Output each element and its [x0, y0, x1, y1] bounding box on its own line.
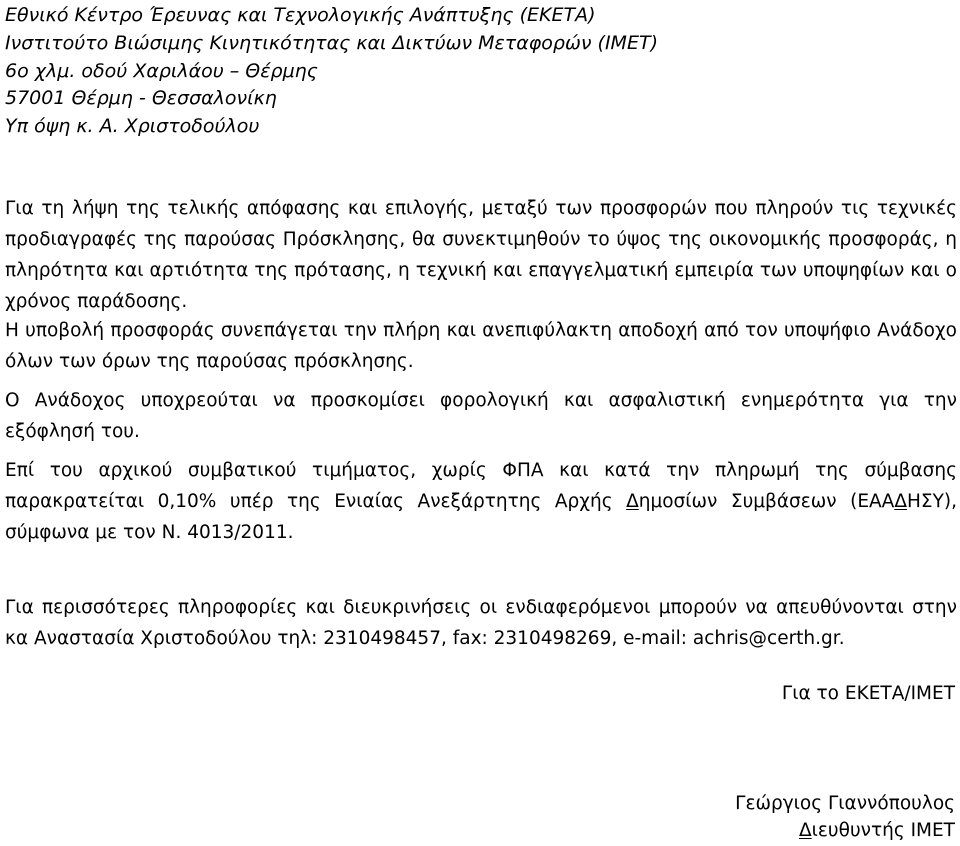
paragraph-acceptance-terms: Η υποβολή προσφοράς συνεπάγεται την πλήρη και ανεπιφύλακτη αποδοχή από τον υποψήφιο Ανάδοχο όλων των όρων της παρούσας πρόσκλησης. [5, 320, 957, 372]
recipient-address-block [5, 2, 658, 141]
address-line-institute: Ινστιτούτο Βιώσιμης Κινητικότητας και Δικτύων Μεταφορών (ΙΜΕΤ) [5, 31, 658, 54]
paragraph-contractor-obligations: Ο Ανάδοχος υποχρεούται να προσκομίσει φορολογική και ασφαλιστική ενημερότητα για την εξόφλησή του. [5, 390, 957, 442]
withholding-text-start: Επί του αρχικού συμβατικού τιμήματος, χωρίς ΦΠΑ και κατά την πληρωμή της σύμβασης παρακρατείται 0,10% υπέρ της Ενιαίας Ανεξάρτητης Αρχής [5, 460, 957, 512]
address-line-street: 6ο χλμ. οδού Χαριλάου – Θέρμης [5, 59, 318, 82]
paragraph-evaluation-criteria: Για τη λήψη της τελικής απόφασης και επιλογής, μεταξύ των προσφορών που πληρούν τις τεχνικές προδιαγραφές της παρούσας Πρόσκλησης, θα συνεκτιμηθούν το ύψος της οικονομικής προσφοράς, η πληρότητα και αρτιότητα της πρότασης, η τεχνική και επαγγελματική εμπειρία των υποψηφίων και ο χρόνος παράδοσης. [5, 198, 957, 312]
withholding-text-middle: ημοσίων Συμβάσεων (ΕΑΑ [638, 491, 895, 512]
signatory-title [799, 815, 955, 846]
underlined-letter: Δ [894, 491, 907, 512]
underlined-letter: Δ [799, 820, 812, 841]
address-line-city: 57001 Θέρμη - Θεσσαλονίκη [5, 87, 277, 110]
signature-organization: Για το ΕΚΕΤΑ/ΙΜΕΤ [781, 683, 955, 704]
address-line-attention: Υπ όψη κ. Α. Χριστοδούλου [5, 115, 260, 138]
signatory-title-text: ιευθυντής ΙΜΕΤ [811, 820, 955, 841]
address-line-organization: Εθνικό Κέντρο Έρευνας και Τεχνολογικής Ανάπτυξης (ΕΚΕΤΑ) [5, 4, 596, 26]
signatory-name: Γεώργιος Γιαννόπουλος [735, 793, 955, 814]
withholding-text-end: ΗΣΥ), σύμφωνα με τον Ν. 4013/2011. [5, 491, 957, 543]
paragraph-contact-info: Για περισσότερες πληροφορίες και διευκρινήσεις οι ενδιαφερόμενοι μπορούν να απευθύνονται στην κα Αναστασία Χριστοδούλου τηλ: 2310498457, fax: 2310498269, e-mail: achris@certh.gr. [5, 597, 957, 649]
paragraph-withholding [5, 455, 957, 548]
underlined-letter: Δ [626, 491, 639, 512]
